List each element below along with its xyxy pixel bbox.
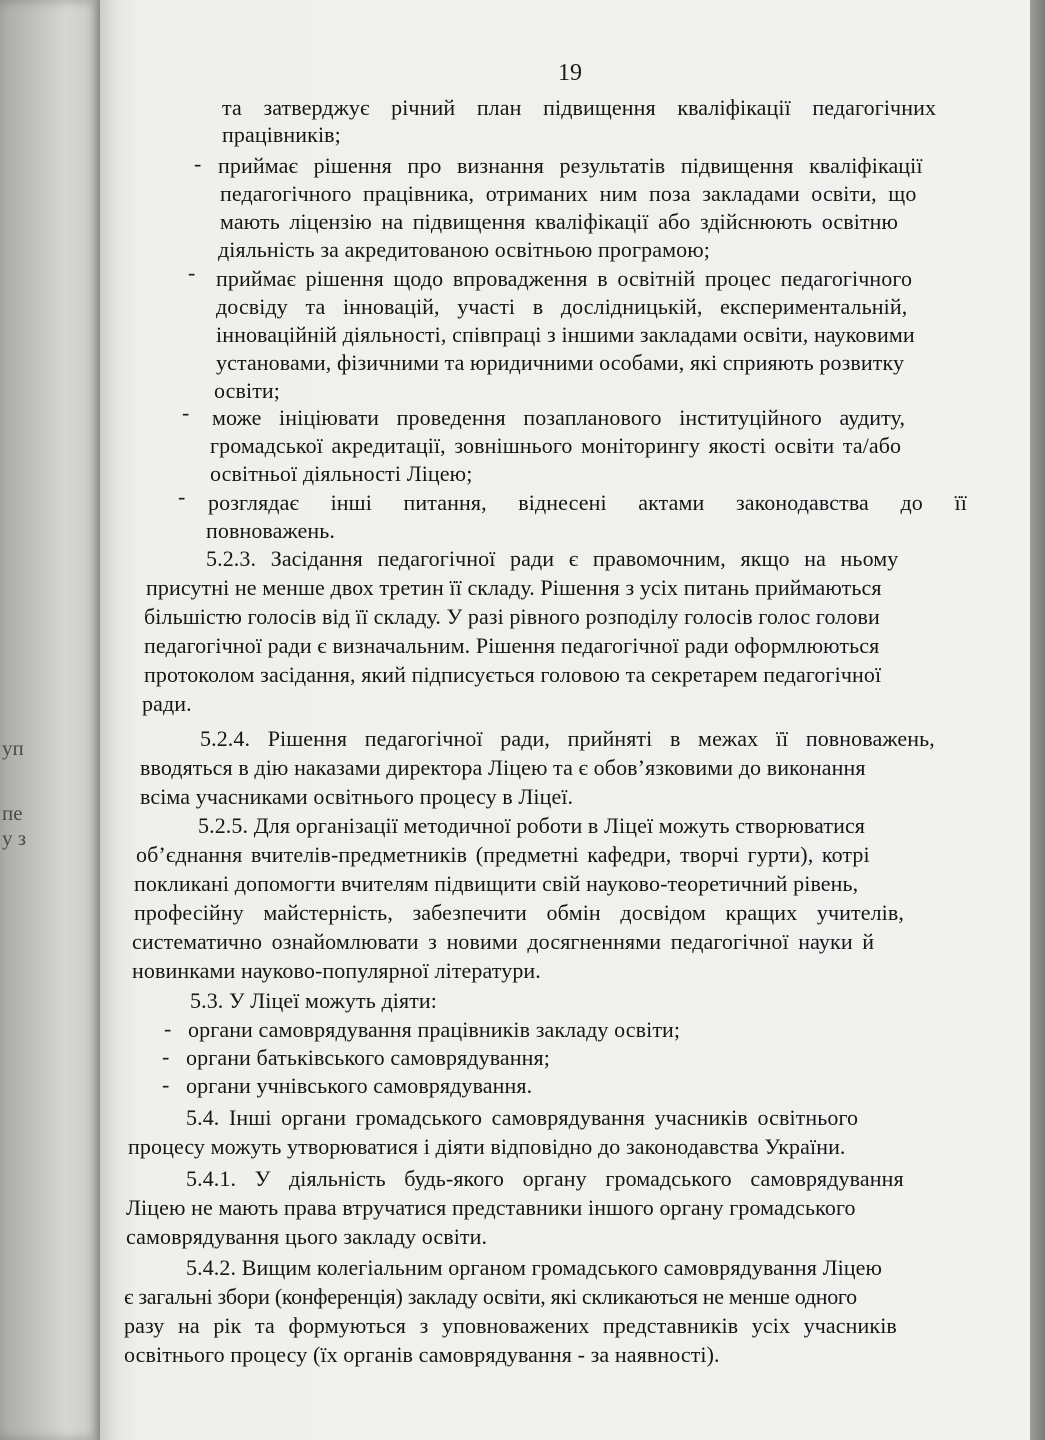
paragraph-line: ради. xyxy=(142,691,192,716)
paragraph-line: педагогічної ради є визначальним. Рішення педагогічної ради оформлюються xyxy=(144,633,880,658)
paragraph-line: 5.4.2. Вищим колегіальним органом громадського самоврядування Ліцею xyxy=(186,1255,883,1280)
list-item-line: приймає рішення про визнання результатів підвищення кваліфікації xyxy=(218,153,923,178)
paragraph-line: більшістю голосів від її складу. У разі рівного розподілу голосів голос голови xyxy=(144,604,880,629)
paragraph-line: процесу можуть утворюватися і діяти відповідно до законодавства України. xyxy=(128,1134,846,1159)
paragraph-line: самоврядування цього закладу освіти. xyxy=(126,1224,488,1249)
paragraph-line: Ліцею не мають права втручатися представники іншого органу громадського xyxy=(126,1195,856,1220)
paragraph-line: систематично ознайомлювати з новими досягненнями педагогічної науки й xyxy=(132,929,875,954)
paragraph-line: 5.4. Інші органи громадського самоврядування учасників освітнього xyxy=(186,1105,859,1130)
list-item-line: інноваційній діяльності, співпраці з іншими закладами освіти, науковими xyxy=(216,322,915,347)
list-item-line: мають ліцензію на підвищення кваліфікації або здійснюють освітню xyxy=(220,209,899,234)
paragraph-line: разу на рік та формуються з уповноважених представників усіх учасників xyxy=(124,1313,897,1338)
list-bullet: - xyxy=(162,1072,170,1097)
left-page-fragment: уп xyxy=(2,736,24,760)
list-bullet: - xyxy=(164,1016,172,1041)
paragraph-line: є загальні збори (конференція) закладу освіти, які скликаються не менше одного xyxy=(124,1284,857,1309)
paragraph-line: 5.2.3. Засідання педагогічної ради є правомочним, якщо на ньому xyxy=(206,546,899,571)
paragraph-line: 5.2.4. Рішення педагогічної ради, прийняті в межах її повноважень, xyxy=(200,726,935,751)
list-item-line: органи самоврядування працівників закладу освіти; xyxy=(188,1017,681,1042)
list-item-line: може ініціювати проведення позапланового інституційного аудиту, xyxy=(212,405,906,430)
paragraph-line: новинками науково-популярної літератури. xyxy=(132,958,541,983)
list-item-line: досвіду та інновацій, участі в дослідницькій, експериментальній, xyxy=(216,294,908,319)
list-item-line: приймає рішення щодо впровадження в освітній процес педагогічного xyxy=(216,266,913,291)
list-item-line: розглядає інші питання, віднесені актами законодавства до її xyxy=(208,490,967,515)
list-bullet: - xyxy=(162,1044,170,1069)
paragraph-line: 5.3. У Ліцеї можуть діяти: xyxy=(190,988,438,1013)
paragraph-line: об’єднання вчителів-предметників (предметні кафедри, творчі гурти), котрі xyxy=(136,842,870,867)
list-item-line: педагогічного працівника, отриманих ним поза закладами освіти, що xyxy=(220,181,917,206)
list-item-line: органи учнівського самоврядування. xyxy=(186,1073,533,1098)
paragraph-line: 5.2.5. Для організації методичної роботи в Ліцеї можуть створюватися xyxy=(198,813,866,838)
paragraph-line: вводяться в дію наказами директора Ліцею та є обов’язковими до виконання xyxy=(140,755,866,780)
paragraph-line: 5.4.1. У діяльність будь-якого органу громадського самоврядування xyxy=(186,1166,904,1191)
list-item-line: громадської акредитації, зовнішнього моніторингу якості освіти та/або xyxy=(210,433,902,458)
list-item-line: установами, фізичними та юридичними особами, які сприяють розвитку xyxy=(216,350,905,375)
page-number: 19 xyxy=(558,60,582,86)
left-page-fragment: у з xyxy=(2,826,27,850)
paragraph-line: протоколом засідання, який підписується головою та секретарем педагогічної xyxy=(144,662,882,687)
list-item-line: освіти; xyxy=(214,378,281,403)
list-bullet: - xyxy=(188,260,196,285)
paragraph-line: освітнього процесу (їх органів самоврядування - за наявності). xyxy=(124,1342,720,1367)
list-item-line: повноважень. xyxy=(206,518,335,543)
list-bullet: - xyxy=(178,484,186,509)
list-item-line: діяльність за акредитованою освітньою програмою; xyxy=(218,237,710,262)
list-bullet: - xyxy=(194,151,202,176)
list-bullet: - xyxy=(182,400,190,425)
paragraph-line: покликані допомогти вчителям підвищити свій науково-теоретичний рівень, xyxy=(134,871,859,896)
paragraph-line: всіма учасниками освітнього процесу в Ліцеї. xyxy=(140,784,574,809)
list-item-line: працівників; xyxy=(222,122,341,147)
left-page-fragment: пе xyxy=(2,801,23,825)
list-item-line: освітньої діяльності Ліцею; xyxy=(210,461,473,486)
paragraph-line: присутні не менше двох третин її складу. Рішення з усіх питань приймаються xyxy=(146,575,882,600)
paragraph-line: професійну майстерність, забезпечити обмін досвідом кращих учителів, xyxy=(134,900,904,925)
list-item-line: органи батьківського самоврядування; xyxy=(186,1045,550,1070)
list-item-line: та затверджує річний план підвищення кваліфікації педагогічних xyxy=(222,95,937,120)
